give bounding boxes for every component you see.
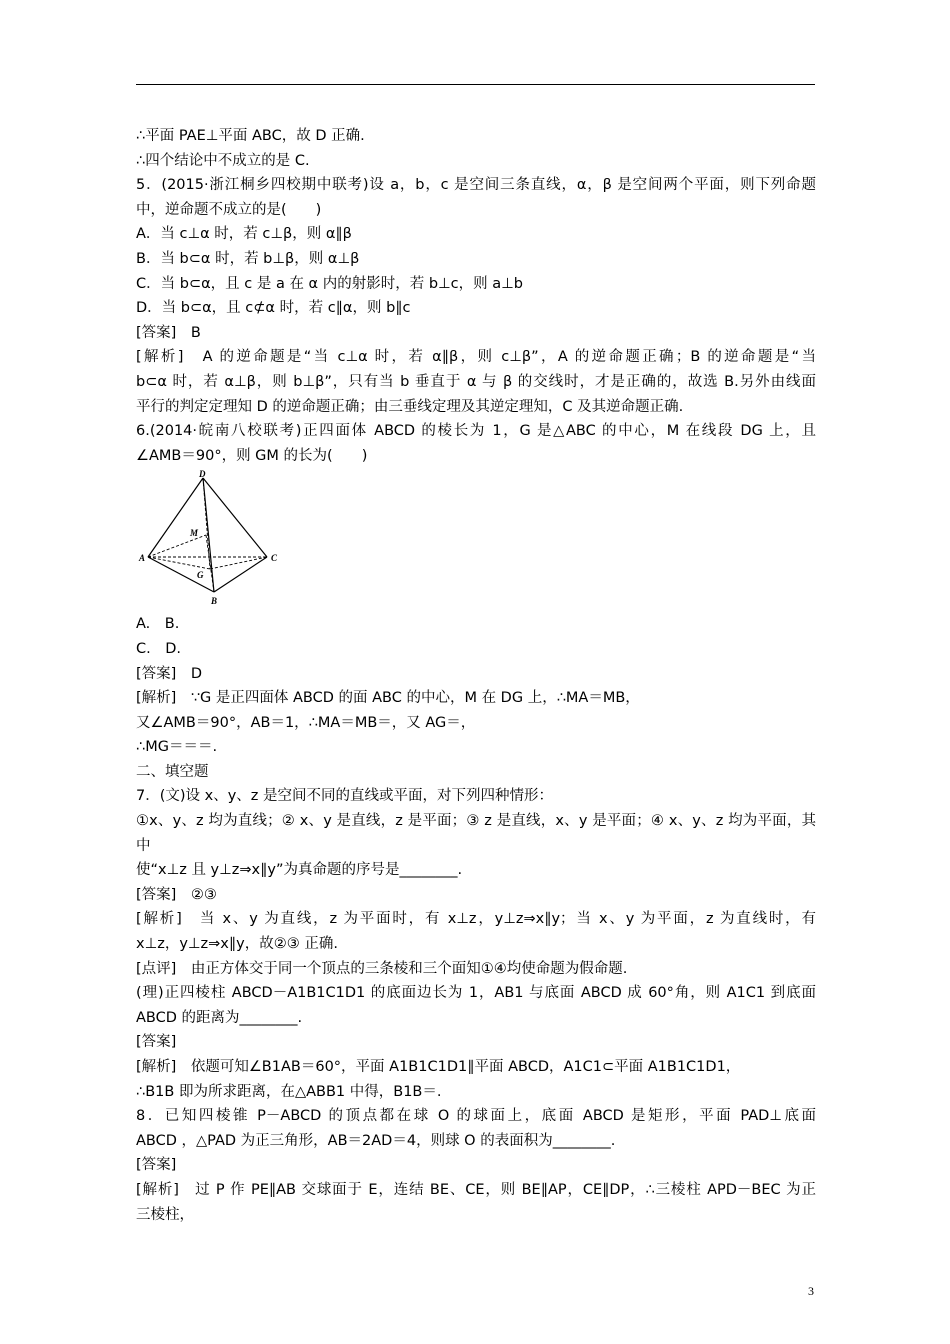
label-m: M: [190, 528, 199, 539]
choice-line: A. B.: [136, 616, 180, 633]
question-line: 7．(文)设 x、y、z 是空间不同的直线或平面，对下列四种情形：: [136, 788, 554, 805]
question-line: 8．已知四棱锥 P－ABCD 的顶点都在球 O 的球面上，底面 ABCD 是矩形，平面 PAD⊥底面: [136, 1108, 816, 1125]
question-line: (理)正四棱柱 ABCD－A1B1C1D1 的底面边长为 1，AB1 与底面 ABCD 成 60°角，则 A1C1 到底面: [136, 985, 816, 1002]
choice-line: C. D.: [136, 640, 182, 657]
analysis-line: 平行的判定定理知 D 的逆命题正确；由三垂线定理及其逆定理知，C 及其逆命题正确.: [136, 398, 684, 415]
analysis-line: 又∠AMB＝90°，AB＝1，∴MA＝MB＝，又 AG＝，: [136, 714, 476, 731]
question-line: 使“x⊥z 且 y⊥z⇒x∥y”为真命题的序号是________.: [136, 862, 463, 879]
answer-line: [答案] D: [136, 665, 202, 682]
analysis-line: 三棱柱，: [136, 1206, 194, 1223]
option-a: A．当 c⊥α 时，若 c⊥β，则 α∥β: [136, 226, 352, 243]
label-d: D: [199, 470, 206, 480]
analysis-line: ∴B1B 即为所求距离，在△ABB1 中得，B1B＝.: [136, 1083, 442, 1100]
option-b: B．当 b⊂α 时，若 b⊥β，则 α⊥β: [136, 250, 360, 267]
analysis-line: [解析] 依题可知∠B1AB＝60°，平面 A1B1C1D1∥平面 ABCD，A1C1⊂平面 A1B1C1D1，: [136, 1059, 741, 1075]
tetrahedron-diagram: [136, 470, 296, 606]
edge-dc: [203, 478, 267, 557]
tetrahedron-figure: [136, 470, 816, 606]
text-line: 中，逆命题不成立的是( ): [136, 201, 322, 218]
label-c: C: [271, 553, 278, 564]
analysis-line: b⊂α 时，若 α⊥β，则 b⊥β”，只有当 b 垂直于 α 与 β 的交线时，才是正确的，故选 B.另外由线面: [136, 373, 816, 390]
analysis-line: x⊥z，y⊥z⇒x∥y，故②③ 正确.: [136, 936, 338, 953]
option-d: D．当 b⊂α，且 c⊄α 时，若 c∥α，则 b∥c: [136, 300, 411, 317]
analysis-line: [解析] 过 P 作 PE∥AB 交球面于 E，连结 BE、CE，则 BE∥AP，CE∥DP，∴三棱柱 APD－BEC 为正: [136, 1181, 816, 1198]
segment-am: [148, 535, 206, 557]
text-line: ∴四个结论中不成立的是 C.: [136, 152, 310, 169]
header-rule: [136, 84, 815, 85]
question-line: 6.(2014·皖南八校联考)正四面体 ABCD 的棱长为 1，G 是△ABC 的中心，M 在线段 DG 上，且: [136, 423, 816, 440]
question-line: ABCD 的距离为________.: [136, 1009, 303, 1026]
answer-line: [答案]: [136, 1034, 177, 1051]
question-line: ABCD ，△PAD 为正三角形，AB＝2AD＝4，则球 O 的表面积为________.: [136, 1132, 616, 1149]
question-line: ∠AMB＝90°，则 GM 的长为( ): [136, 447, 368, 464]
comment-line: [点评] 由正方体交于同一个顶点的三条棱和三个面知①④均使命题为假命题.: [136, 960, 628, 977]
section-heading: 二、填空题: [136, 763, 209, 780]
analysis-line: [解析] A 的逆命题是“当 c⊥α 时，若 α∥β，则 c⊥β”，A 的逆命题正确；B 的逆命题是“当: [136, 349, 816, 366]
analysis-line: [解析] ∵G 是正四面体 ABCD 的面 ABC 的中心，M 在 DG 上，∴MA＝MB，: [136, 690, 640, 707]
edge-da: [148, 478, 203, 557]
answer-line: [答案] B: [136, 324, 201, 341]
answer-line: [答案] ②③: [136, 886, 217, 903]
page-number: 3: [808, 1284, 814, 1298]
question-line: ①x、y、z 均为直线；② x、y 是直线，z 是平面；③ z 是直线，x、y 是平面；④ x、y、z 均为平面，其中: [136, 813, 816, 854]
analysis-line: [解析] 当 x、y 为直线，z 为平面时，有 x⊥z，y⊥z⇒x∥y；当 x、y 为平面，z 为直线时，有: [136, 911, 816, 928]
document-body: [136, 124, 816, 1227]
label-b: B: [211, 596, 218, 607]
text-line: ∴平面 PAE⊥平面 ABC，故 D 正确.: [136, 128, 365, 144]
text-line: 5．(2015·浙江桐乡四校期中联考)设 a，b，c 是空间三条直线，α，β 是空间两个平面，则下列命题: [136, 177, 816, 194]
segment-ag: [148, 557, 210, 569]
edge-ab: [148, 557, 214, 592]
analysis-line: ∴MG＝＝＝.: [136, 739, 218, 756]
answer-line: [答案]: [136, 1157, 177, 1174]
label-a: A: [139, 553, 146, 564]
label-g: G: [197, 570, 204, 581]
option-c: C．当 b⊂α，且 c 是 a 在 α 内的射影时，若 b⊥c，则 a⊥b: [136, 275, 523, 292]
